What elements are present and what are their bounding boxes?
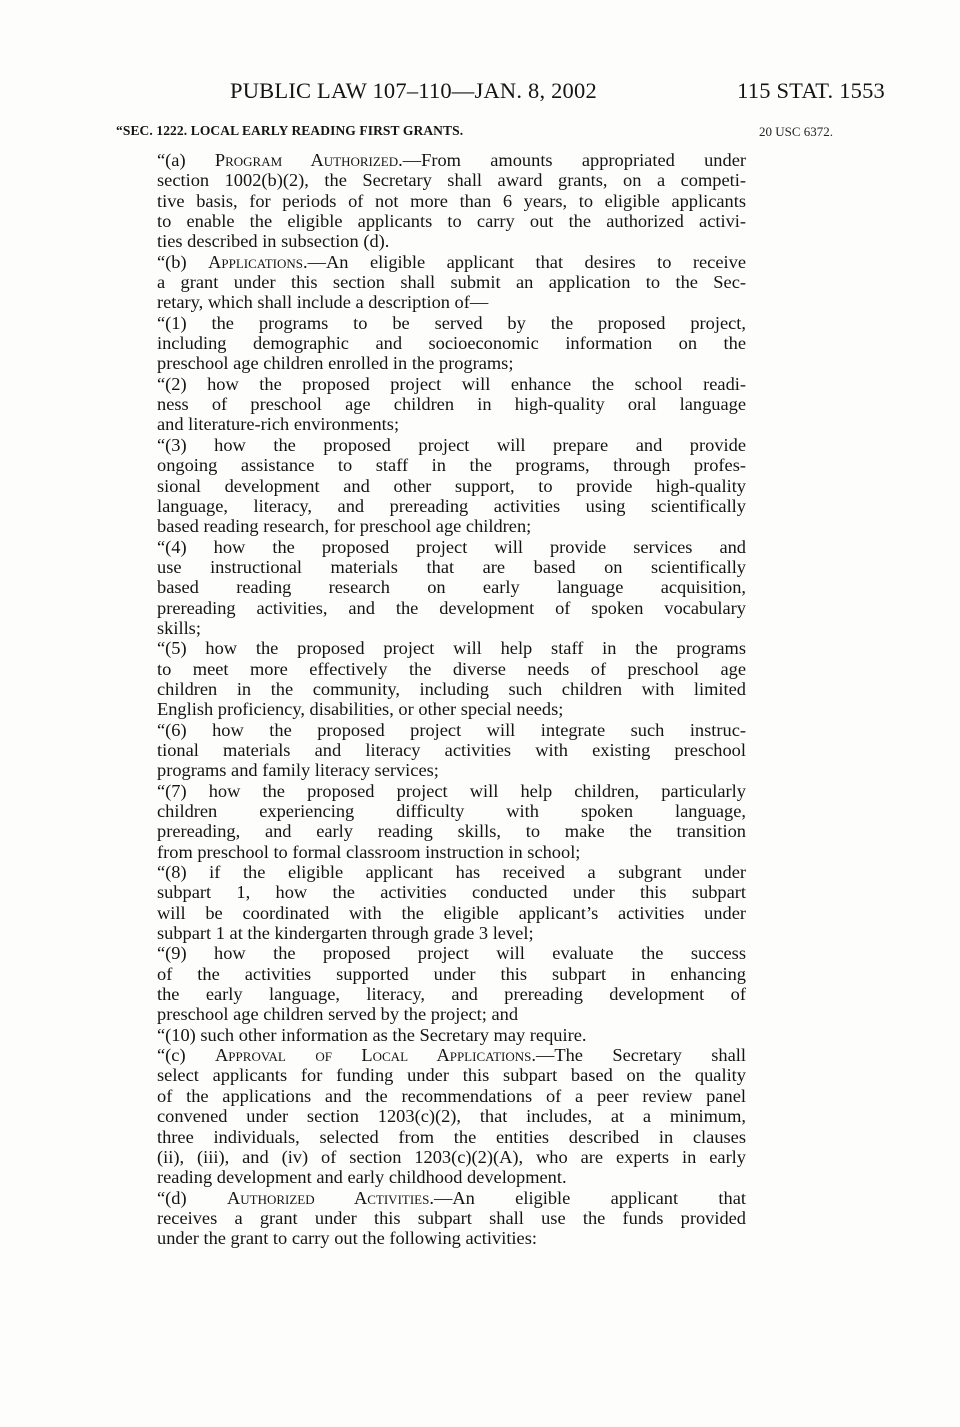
item-line: children in the community, including such children with limited xyxy=(157,678,746,699)
subsection-c-caption: Approval of Local Applications. xyxy=(215,1045,536,1066)
subsection-b-line xyxy=(116,252,746,272)
subsection-a-text: —From amounts appropriated under xyxy=(402,150,746,170)
subsection-b-text: —An eligible applicant that desires to receive xyxy=(307,251,746,272)
item-line: use instructional materials that are based on scientifically xyxy=(157,556,746,577)
item-line: based reading research, for preschool age children; xyxy=(157,516,532,537)
application-item-1 xyxy=(157,313,746,374)
item-line: “(8) if the eligible applicant has received a subgrant under xyxy=(157,862,746,883)
section-heading-text: “SEC. 1222. LOCAL EARLY READING FIRST GRANTS. xyxy=(116,123,464,138)
item-line: skills; xyxy=(157,617,201,638)
item-line: sional development and other support, to provide high-quality xyxy=(157,475,746,496)
item-line: subpart 1, how the activities conducted under this subpart xyxy=(157,882,746,903)
item-line: “(10) such other information as the Secretary may require. xyxy=(157,1024,587,1045)
item-line: “(6) how the proposed project will integrate such instruc- xyxy=(157,719,746,740)
item-line: children experiencing difficulty with spoken language, xyxy=(157,801,746,821)
item-line: “(3) how the proposed project will prepare and provide xyxy=(157,434,746,455)
application-item-10 xyxy=(157,1025,746,1045)
subsection-a-line: section 1002(b)(2), the Secretary shall award grants, on a competi- xyxy=(157,170,746,191)
item-line: “(9) how the proposed project will evaluate the success xyxy=(157,943,746,964)
application-item-6 xyxy=(157,720,746,781)
subsection-c-line: select applicants for funding under this subpart based on the quality xyxy=(157,1065,746,1086)
item-line: “(4) how the proposed project will provide services and xyxy=(157,536,746,557)
subsection-d-line: receives a grant under this subpart shall use the funds provided xyxy=(157,1207,746,1228)
subsection-c-line: (ii), (iii), and (iv) of section 1203(c)(2)(A), who are experts in early xyxy=(157,1146,746,1167)
item-line: “(1) the programs to be served by the proposed project, xyxy=(157,312,746,333)
running-head-title: PUBLIC LAW 107–110—JAN. 8, 2002 xyxy=(230,78,597,103)
item-line: preschool age children served by the project; and xyxy=(157,1004,519,1025)
item-line: ness of preschool age children in high-quality oral language xyxy=(157,394,746,415)
subsection-b-label: “(b) xyxy=(157,251,209,272)
subsection-a-line: ties described in subsection (d). xyxy=(157,231,390,252)
item-line: “(7) how the proposed project will help children, particularly xyxy=(157,780,746,801)
subsection-b-line: a grant under this section shall submit an application to the Sec- xyxy=(157,272,746,293)
subsection-a-line: tive basis, for periods of not more than 6 years, to eligible applicants xyxy=(157,190,746,211)
item-line: will be coordinated with the eligible applicant’s activities under xyxy=(157,902,746,923)
item-line: preschool age children enrolled in the programs; xyxy=(157,353,514,374)
subsection-c xyxy=(116,1045,746,1187)
subsection-b-caption: Applications. xyxy=(208,251,308,272)
item-line: programs and family literacy services; xyxy=(157,760,439,781)
subsection-d xyxy=(116,1188,746,1249)
section-heading xyxy=(116,119,746,150)
item-line: English proficiency, disabilities, or other special needs; xyxy=(157,699,564,720)
subsection-d-label: “(d) xyxy=(157,1187,227,1208)
application-item-7 xyxy=(157,781,746,862)
running-head xyxy=(230,78,885,108)
subsection-d-caption: Authorized Activities. xyxy=(226,1187,434,1208)
subsection-c-line: convened under section 1203(c)(2), that includes, at a minimum, xyxy=(157,1106,746,1127)
item-line: and literature-rich environments; xyxy=(157,414,400,435)
item-line: the early language, literacy, and prereading development of xyxy=(157,984,746,1005)
subsection-c-line: of the applications and the recommendations of a peer review panel xyxy=(157,1085,746,1106)
subsection-a-line xyxy=(116,150,746,170)
subsection-c-label: “(c) xyxy=(157,1045,216,1066)
running-head-stat-page: 115 STAT. 1553 xyxy=(737,78,885,103)
item-line: based reading research on early language acquisition, xyxy=(157,577,746,598)
subsection-c-line: reading development and early childhood development. xyxy=(157,1167,567,1188)
item-line: ongoing assistance to staff in the programs, through profes- xyxy=(157,455,746,476)
subsection-b-line: retary, which shall include a description of— xyxy=(157,292,489,313)
item-line: “(5) how the proposed project will help staff in the programs xyxy=(157,638,746,659)
item-line: language, literacy, and prereading activities using scientifically xyxy=(157,495,746,516)
subsection-d-line xyxy=(116,1188,746,1208)
item-line: subpart 1 at the kindergarten through grade 3 level; xyxy=(157,923,534,944)
subsection-d-text: —An eligible applicant that xyxy=(433,1187,747,1208)
application-item-9 xyxy=(157,943,746,1024)
subsection-a-line: to enable the eligible applicants to carry out the authorized activi- xyxy=(157,211,746,232)
subsection-a-label: “(a) xyxy=(157,150,215,170)
item-line: prereading activities, and the development of spoken vocabulary xyxy=(157,597,746,618)
item-line: of the activities supported under this subpart in enhancing xyxy=(157,963,746,984)
subsection-b xyxy=(116,252,746,313)
subsection-c-line xyxy=(116,1045,746,1065)
subsection-a xyxy=(116,150,746,252)
item-line: to meet more effectively the diverse needs of preschool age xyxy=(157,658,746,679)
subsection-c-text: —The Secretary shall xyxy=(535,1045,746,1066)
subsection-d-line: under the grant to carry out the following activities: xyxy=(157,1228,537,1249)
item-line: from preschool to formal classroom instruction in school; xyxy=(157,841,581,862)
section-body xyxy=(116,119,746,1249)
application-item-3 xyxy=(157,435,746,537)
item-line: tional materials and literacy activities with existing preschool xyxy=(157,739,746,760)
subsection-c-line: three individuals, selected from the entities described in clauses xyxy=(157,1126,746,1147)
subsection-a-caption: Program Authorized. xyxy=(214,150,403,170)
application-item-5 xyxy=(157,638,746,719)
item-line: “(2) how the proposed project will enhance the school readi- xyxy=(157,373,746,394)
item-line: including demographic and socioeconomic information on the xyxy=(157,333,746,354)
margin-citation-note: 20 USC 6372. xyxy=(759,124,834,139)
item-line: prereading, and early reading skills, to make the transition xyxy=(157,821,746,842)
application-item-8 xyxy=(157,862,746,943)
application-item-4 xyxy=(157,537,746,639)
application-item-2 xyxy=(157,374,746,435)
